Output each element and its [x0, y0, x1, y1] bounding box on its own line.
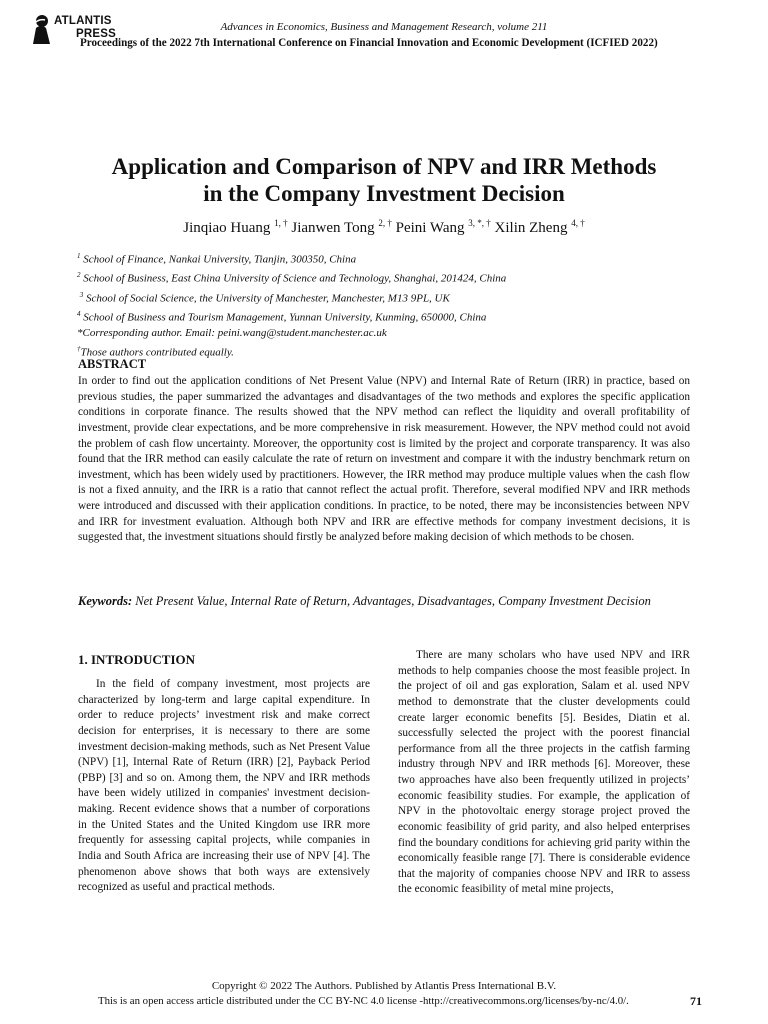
- author-name: Jinqiao Huang: [183, 220, 271, 236]
- paper-title-line2: in the Company Investment Decision: [203, 181, 565, 206]
- journal-name: Advances in Economics, Business and Management Research, volume 211: [220, 21, 548, 33]
- affiliation-mark: 2: [77, 271, 81, 280]
- author-mark: 1, †: [274, 218, 288, 228]
- license-notice: This is an open access article distributed under the CC BY-NC 4.0 license -http://creativecommons.org/licenses/by-nc/4.0/.: [98, 995, 629, 1007]
- author-mark: 3, *, †: [468, 218, 491, 228]
- affiliation-mark: 1: [77, 252, 81, 260]
- paper-title-line1: Application and Comparison of NPV and IRR Methods: [111, 154, 657, 179]
- affiliation-text: School of Social Science, the University of Manchester, Manchester, M13 9PL, UK: [86, 292, 450, 305]
- introduction-right-column: There are many scholars who have used NPV and IRR methods to help companies choose the most feasible project. In the project of oil and gas exploration, Salam et al. used NPV method to demonstrate that the cluster developments could create larger economic benefits [5]. Besides, Diatin et al. successfully selected the project with the poorest financial performance from all the three projects in the catfish farming industry through NPV and IRR methods [6]. Moreover, these two approaches have also been frequently utilized in projects’ economic feasibility studies. For example, the application of NPV in the photovoltaic energy storage project proved the economic feasibility of grid parity, and also helped enterprises find the boundary conditions for achieving grid parity within the economically feasible range [7]. There is considerable evidence that the majority of companies choose NPV and IRR to assess the economic feasibility of metal mine projects,: [398, 649, 690, 896]
- keywords-list: Net Present Value, Internal Rate of Return, Advantages, Disadvantages, Company Investment Decision: [135, 594, 651, 608]
- affiliation: [77, 288, 506, 307]
- introduction-left-column: In the field of company investment, most projects are characterized by long-term and large capital expenditure. In order to reduce projects’ investment risk and make correct decision for enterprises, it is necessary to there are some investment decision-making methods, such as Net Present Value (NPV) [1], Internal Rate of Return (IRR) [2], Payback Period (PBP) [3] and so on. Among them, the NPV and IRR methods have been widely utilized in companies' investment decision-making. Recent evidence shows that a number of corporations in the United States and the United Kingdom use IRR more frequently for assessing capital projects, while companies in India and South Africa are increasing their use of NPV [4]. The phenomenon above shows that both ways are extensively recognized as useful and practical methods.: [78, 678, 370, 894]
- affiliation: [77, 249, 506, 268]
- proceedings-line: Proceedings of the 2022 7th International Conference on Financial Innovation and Economic Development (ICFIED 2022): [80, 37, 658, 49]
- affiliation-text: School of Finance, Nankai University, Tianjin, 300350, China: [83, 253, 357, 266]
- affiliation: [77, 307, 506, 326]
- page-number: 71: [690, 994, 702, 1008]
- affiliation-text: School of Business and Tourism Management, Yunnan University, Kunming, 650000, China: [83, 311, 487, 324]
- abstract-heading: ABSTRACT: [78, 357, 147, 371]
- keywords: [78, 593, 690, 609]
- copyright-notice: Copyright © 2022 The Authors. Published by Atlantis Press International B.V.: [211, 980, 557, 992]
- affiliation: [77, 268, 506, 287]
- paper-title: [40, 153, 728, 207]
- corresponding-author: *Corresponding author. Email: peini.wang@student.manchester.ac.uk: [77, 327, 387, 339]
- author-name: Jianwen Tong: [291, 220, 375, 236]
- author-name: Xilin Zheng: [494, 220, 568, 236]
- author-mark: 4, †: [571, 218, 585, 228]
- affiliation-mark: 3: [79, 290, 84, 299]
- abstract-text: In order to find out the application conditions of Net Present Value (NPV) and Internal Rate of Return (IRR) in practice, based on previous studies, the paper summarized the advantages and disadvantages of the two methods and explores the specific application conditions in corporate finance. The results showed that the NPV method can reflect the liquidity and overall profitability of investment, provide clear expectations, and be more comprehensive in risk measurement. However, the NPV method could not avoid the problem of cash flow uncertainty. Moreover, the opportunity cost is limited by the project and corporate transparency. It was also found that the IRR method can easily calculate the rate of return on investment and compare it with the industry benchmark return on investment, which has been widely used by practitioners. However, the IRR method may produce multiple values when the cash flow is not a fixed annuity, and the IRR is a ratio that cannot reflect the actual profit. Therefore, several modified NPV and IRR methods were introduced and discussed with their application conditions. In practice, to be noted, there may be inconsistencies between NPV and IRR for investment evaluation. Although both NPV and IRR are effective methods for company investment decisions, it is suggested that, the investment situations should firstly be analyzed before making decision of which methods to be chosen.: [78, 375, 690, 544]
- affiliation-text: School of Business, East China University of Science and Technology, Shanghai, 201424, China: [83, 272, 507, 285]
- logo-word-atlantis: ATLANTIS: [54, 15, 112, 27]
- author-name: Peini Wang: [395, 220, 465, 236]
- author-mark: 2, †: [378, 218, 392, 228]
- logo-word-press: PRESS: [76, 28, 116, 40]
- equal-contribution-mark: †: [77, 344, 81, 353]
- affiliations: [77, 249, 506, 361]
- section-heading-introduction: 1. INTRODUCTION: [78, 652, 196, 667]
- keywords-label: Keywords:: [78, 594, 133, 608]
- equal-contribution-text: Those authors contributed equally.: [80, 346, 234, 359]
- author-list: [40, 213, 728, 238]
- affiliation-mark: 4: [77, 309, 81, 318]
